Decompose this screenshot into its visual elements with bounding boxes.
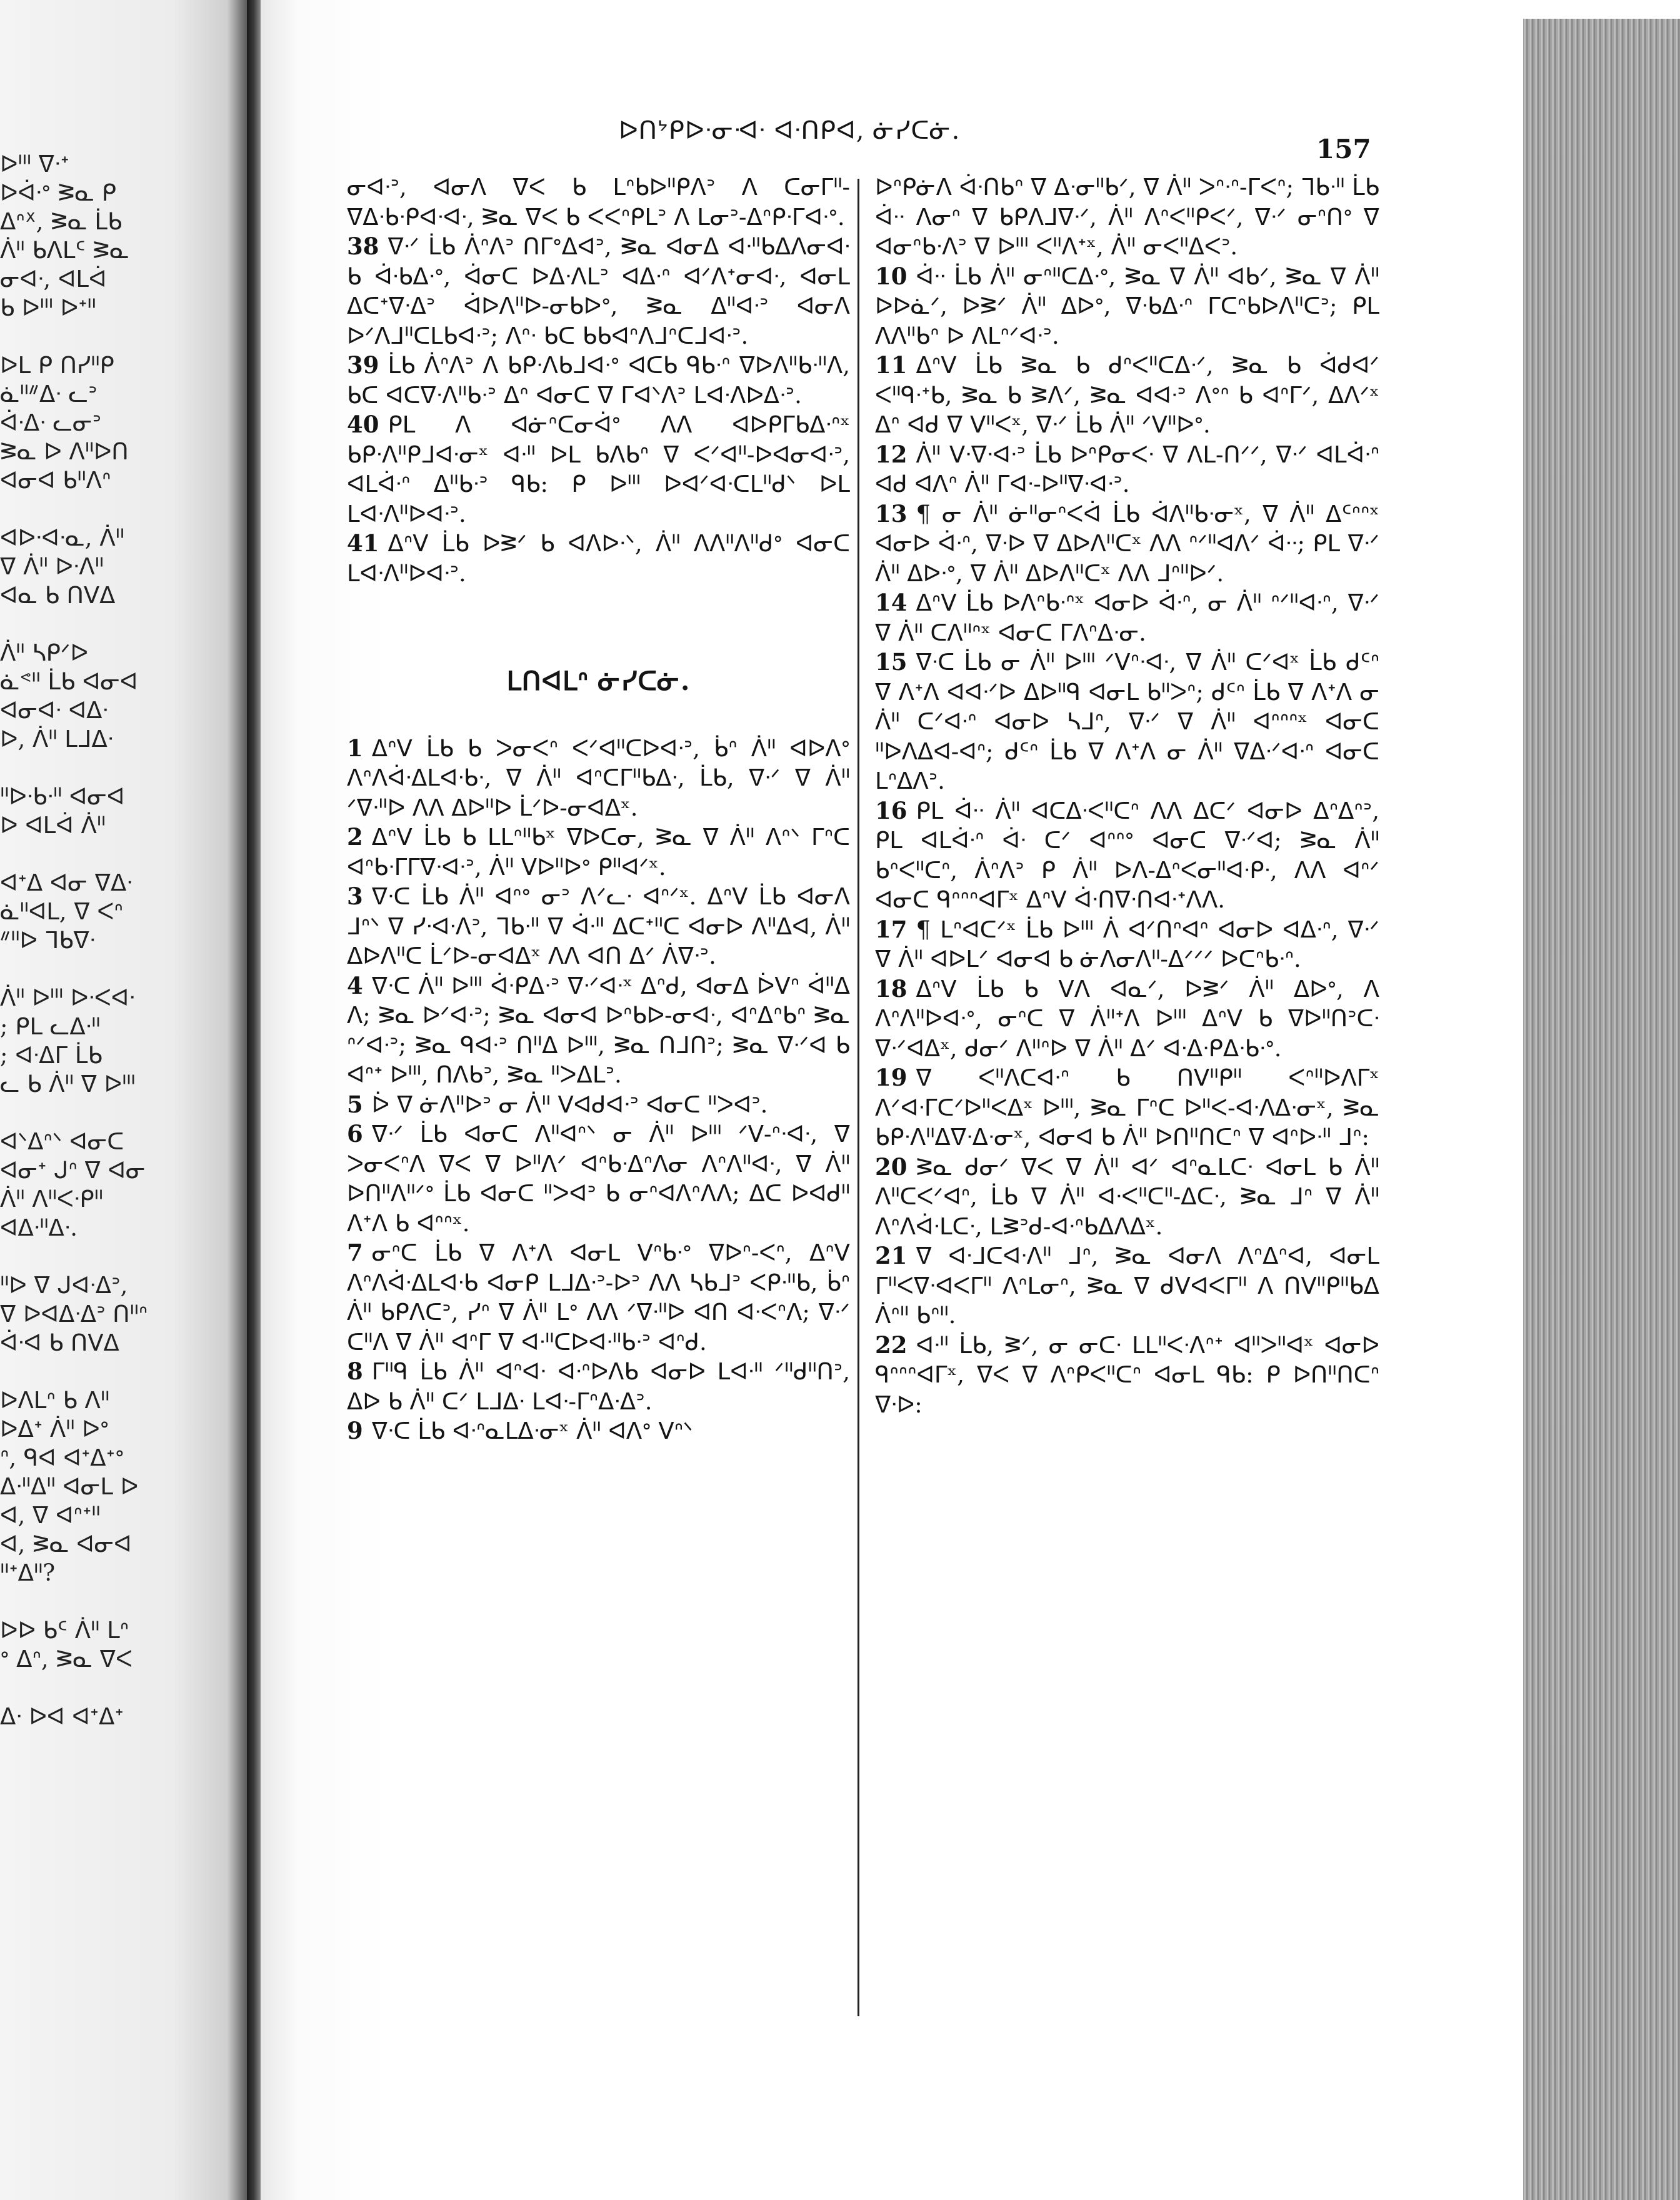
- right-column: [875, 172, 1379, 1419]
- left-page-line: ᐦᐩᐃᐦ?: [0, 1559, 56, 1586]
- verse: [875, 648, 1379, 796]
- left-page-line: ᐊᐩᐃ ᐊᓂ ᐁᐃᐧ: [0, 869, 132, 896]
- left-page-line: ᓚ ᑲ ᐲᐦ ᐁ ᐅᐦᑊ: [0, 1071, 136, 1098]
- left-page-line: ᐁ ᐲᐦ ᐅᐧᐱᐦ: [0, 553, 104, 580]
- verse-number: 20: [875, 1152, 908, 1181]
- verse: [875, 974, 1379, 1064]
- verse: [875, 351, 1379, 440]
- left-page-line: ᐅ, ᐲᐦ ᒪᒧᐃᐧ: [0, 726, 114, 752]
- verse-number: 5: [347, 1090, 363, 1118]
- chapter-heading: ᒪᑎᐊᒪᐢ ᓃᓯᑕᓃ.: [506, 666, 691, 696]
- verse-number: 14: [875, 589, 908, 616]
- verse-number: 21: [875, 1242, 908, 1269]
- verse-text: ᐁᐧᐟ ᒫᑲ ᐊᓂᑕ ᐱᐦᐊᐢᐠ ᓂ ᐲᐦ ᐅᐦᑊ ᐟᐯ-ᐢᐧᐊᐧ, ᐁ ᐳᓂᐸᐢᐱ ᐁᐸ ᐁ ᐅᐦᐱᐟ ᐊᐢᑲᐧᐃᐢᐱᓂ ᐱᐢᐱᐦᐊᐧ, ᐁ ᐲᐦ ᐅᑎᐦᐱᐦᐟᐤ ᒫᑲ ᐊᓂᑕ ᐦᐳᐊᐣ ᑲ ᓂᐢᐊᐱᐢᐱᐱ; ᐃᑕ ᐅᐊᑯᐦ ᐱᐩᐱ ᑲ ᐊᐢᐢˣ.: [347, 1121, 850, 1237]
- left-page-line: ᐊᓂᐩ ᒍᐢ ᐁ ᐊᓂ: [0, 1157, 146, 1184]
- verse-text: ᐅᐢᑭᓃᐱ ᐋᐧᑎᑲᐢ ᐁ ᐃᐧᓂᐦᑲᐟ, ᐁ ᐲᐦ ᐳᐢᐧᐢ-ᒥᐸᐢ; ᒣᑲᐧᐦ ᒫᑲ ᐋᐧᐧ ᐱᓂᐢ ᐁ ᑲᑭᐱᒧᐁᐧᐟ, ᐲᐦ ᐱᐢᐸᐦᑭᐸᐟ, ᐁᐧᐟ ᓂᐢᑎᐤ ᐁ ᐊᓂᐢᑲᐧᐱᐣ ᐁ ᐅᐦᑊ ᐸᐦᐱᐩˣ, ᐲᐦ ᓂᐸᐦᐃᐸᐣ.: [875, 174, 1379, 260]
- verse-number: 18: [875, 974, 908, 1002]
- verse: [875, 262, 1379, 351]
- verse-text: ᐁᐧᐟ ᒫᑲ ᐲᐢᐱᐣ ᑎᒥᐤᐃᐊᐣ, ᕒᓇ ᐊᓂᐃ ᐊᐧᐦᑲᐃᐱᓂᐊᐧ ᑲ ᐋᐧᑲᐃᐧᐤ, ᐋᓂᑕ ᐅᐃᐧᐱᒪᐣ ᐊᐃᐧᐢ ᐊᐟᐱᐩᓂᐊᐧ, ᐊᓂᒪ ᐃᑕᐩᐁᐧᐃᐣ ᐋᐅᐱᐦᐅ-ᓂᑲᐅᐤ, ᕒᓇ ᐃᐦᐊᐧᐣ ᐊᓂᐱ ᐅᐟᐱᒧᐦᑕᒪᑲᐊᐧᐣ; ᐱᐢᐧ ᑲᑕ ᑲᑲᐊᐢᐱᒧᐢᑕᒧᐊᐧᐣ.: [347, 233, 850, 349]
- left-page-line: ᐅᐋᐧᐤ ᕒᓇ ᑭ: [0, 179, 117, 206]
- verse-text: ᐆ ᐁ ᓃᐱᐦᐅᐣ ᓂ ᐲᐦ ᐯᐊᑯᐊᐧᐣ ᐊᓂᑕ ᐦᐳᐊᐣ.: [371, 1091, 768, 1118]
- left-page-line: ᐊᓂᐊ ᑲᐦᐱᐢ: [0, 467, 111, 494]
- verse: [347, 351, 850, 410]
- verse: [347, 822, 850, 882]
- book-gutter: [247, 0, 261, 2200]
- verse: [875, 172, 1379, 262]
- verse-text: ¶ ᒪᐢᐊᑕᐟˣ ᒫᑲ ᐅᐦᑊ ᐲ ᐊᐟᑎᐢᐊᐢ ᐊᓂᐅ ᐊᐃᐧᐢ, ᐁᐧᐟ ᐁ ᐲᐦ ᐊᐅᒪᐟ ᐊᓂᐊ ᑲ ᓃᐱᓂᐱᐦ-ᐃᐟᐟᐟ ᐅᑕᐢᑲᐧᐢ.: [875, 916, 1379, 972]
- left-page-line: ᐦᐅ ᐁ ᒍᐊᐧᐃᐣ,: [0, 1272, 128, 1299]
- verse: [875, 1331, 1379, 1420]
- verse-text: ᐃᐢᐯ ᒫᑲ ᐅᐱᐢᑲᐧᐢˣ ᐊᓂᐅ ᐋᐧᐢ, ᓂ ᐲᐦ ᐢᐟᐦᐊᐧᐢ, ᐁᐧᐟ ᐁ ᐲᐦ ᑕᐱᐦᐢˣ ᐊᓂᑕ ᒥᐱᐢᐃᐧᓂ.: [875, 589, 1379, 646]
- left-page-line: ᐅᐃᐩ ᐲᐦ ᐅᐤ: [0, 1416, 109, 1442]
- left-page-line: ᐅᐱᒪᐢ ᑲ ᐱᐦ: [0, 1387, 110, 1414]
- verse-text: ᐁᐧᑕ ᒫᑲ ᐊᐧᐢᓇᒪᐃᐧᓂˣ ᐲᐦ ᐊᐱᐤ ᐯᐢᐠ: [371, 1418, 693, 1444]
- left-page-line: ᐢ, ᑫᐊ ᐊᐩᐃᐩᐤ: [0, 1444, 124, 1471]
- left-page-line: ᐊᐅᐧᐊᐧᓇ, ᐲᐦ: [0, 524, 124, 551]
- verse-number: 1: [347, 734, 363, 762]
- verse-number: 40: [347, 411, 379, 438]
- verse-text: ᐋᐧᐧ ᒫᑲ ᐲᐦ ᓂᐢᐦᑕᐃᐧᐤ, ᕒᓇ ᐁ ᐲᐦ ᐊᑲᐟ, ᕒᓇ ᐁ ᐲᐦ ᐅᐅᓈᐟ, ᐅᕒᐟ ᐲᐦ ᐃᐅᐤ, ᐁᐧᑲᐃᐧᐢ ᒥᑕᐢᑲᐅᐱᐦᑕᐣ; ᑭᒪ ᐱᐱᐦᑲᐢ ᐅ ᐱᒪᐢᐟᐊᐧᐣ.: [875, 262, 1379, 349]
- verse-text: ᕒᓇ ᑯᓂᐟ ᐁᐸ ᐁ ᐲᐦ ᐊᐟ ᐊᐢᓇᒪᑕᐧ ᐊᓂᒪ ᑲ ᐲᐦ ᐱᐦᑕᐸᐟᐊᐢ, ᒫᑲ ᐁ ᐲᐦ ᐊᐧᐸᐦᑕᐦ-ᐃᑕᐧ, ᕒᓇ ᒧᐢ ᐁ ᐲᐦ ᐱᐢᐱᐋᐧᒪᑕᐧ, ᒪᕒᐣᑯ-ᐊᐧᐢᑲᐃᐱᐃˣ.: [875, 1153, 1379, 1240]
- verse-number: 17: [875, 915, 908, 943]
- verse-text: ᐃᐢᐯ ᒫᑲ ᐅᕒᐟ ᑲ ᐊᐱᐅᐧᐠ, ᐲᐦ ᐱᐱᐦᐱᐦᑯᐤ ᐊᓂᑕ ᒪᐊᐧᐱᐦᐅᐊᐧᐣ.: [347, 530, 850, 587]
- left-column: [347, 172, 850, 1446]
- left-page-line: ; ᐊᐧᐃᒥ ᒫᑲ: [0, 1042, 102, 1069]
- left-page-line: ᐅ ᐊᒪᐋ ᐲᐦ: [0, 812, 106, 839]
- verse: [347, 1238, 850, 1357]
- left-page-line: ᐊ, ᕒᓇ ᐊᓂᐊ: [0, 1531, 132, 1558]
- left-page-line: ᐃᐧ ᐅᐊ ᐊᐩᐃᐩ: [0, 1703, 124, 1730]
- verse-text: ᓂᐊᐧᐣ, ᐊᓂᐱ ᐁᐸ ᑲ ᒪᐢᑲᐅᐦᑭᐱᐣ ᐱ ᑕᓂᒥᐦ-ᐁᐃᐧᑲᐧᑭᐊᐧᐊᐧ, ᕒᓇ ᐁᐸ ᑲ ᐸᐸᐢᑭᒪᐣ ᐱ ᒪᓂᐣ-ᐃᐢᑭᐧᒥᐊᐧᐤ.: [347, 174, 850, 231]
- left-page-line: ᐲᐦ ᓴᑭᐟᐅ: [0, 639, 89, 666]
- verse-text: ᐁ ᐊᐧᒧᑕᐊᐧᐱᐦ ᒧᐢ, ᕒᓇ ᐊᓂᐱ ᐱᐢᐃᐢᐊ, ᐊᓂᒪ ᒥᐦᐸᐁᐧᐊᐸᒥᐦ ᐱᐢᒪᓂᐢ, ᕒᓇ ᐁ ᑯᐯᐊᐸᒥᐦ ᐱ ᑎᐯᐦᑭᐦᑲᐃ ᐲᐢᐦ ᑲᐢᐦ.: [875, 1242, 1379, 1329]
- verse: [875, 1152, 1379, 1242]
- verse: [347, 882, 850, 971]
- left-page: [0, 0, 247, 2200]
- verse-number: 16: [875, 796, 908, 824]
- verse: [347, 1090, 850, 1120]
- page-number: 157: [1316, 134, 1371, 164]
- verse-number: 38: [347, 232, 379, 260]
- left-page-line: ᐃᐢᕽ, ᕒᓇ ᒫᑲ: [0, 208, 122, 235]
- verse-text: ᐊᐧᐦ ᒫᑲ, ᕒᐟ, ᓂ ᓂᑕᐧ ᒪᒪᐦᐸᐧᐱᐢᐩ ᐊᐦᐳᐦᐊˣ ᐊᓂᐅ ᑫᐢᐢᐢᐊᒥˣ, ᐁᐸ ᐁ ᐱᐢᑭᐸᐦᑕᐢ ᐊᓂᒪ ᑫᑲ: ᑭ ᐅᑎᐦᑎᑕᐢ ᐁᐧᐅ:: [875, 1331, 1379, 1418]
- left-page-line: ᐋᐧᐃᐧ ᓚᓂᐣ: [0, 409, 102, 436]
- verse-number: 7: [347, 1239, 363, 1266]
- left-page-line: ᐅᐅ ᑲᑦ ᐲᐦ ᒪᐢ: [0, 1617, 129, 1644]
- verses-after-heading: [347, 734, 850, 1446]
- verse-number: 4: [347, 971, 363, 999]
- verse-text: ᐃᐢᐯ ᒫᑲ ᑲ ᒪᒪᐢᐦᑲˣ ᐁᐅᑕᓂ, ᕒᓇ ᐁ ᐲᐦ ᐱᐢᐠ ᒥᐢᑕ ᐊᐢᑲᐧᒥᒥᐁᐧᐊᐧᐣ, ᐲᐦ ᐯᐅᐦᐅᐤ ᑭᐦᐊᐟˣ.: [347, 824, 850, 881]
- left-page-line: ᐤ ᐃᐢ, ᕒᓇ ᐁᐸ: [0, 1646, 132, 1672]
- verse-text: ᐁᐧᑕ ᐲᐦ ᐅᐦᑊ ᐋᐧᑭᐃᐧᐣ ᐁᐧᐟᐊᐧˣ ᐃᐢᑯ, ᐊᓂᐃ ᐆᐯᐢ ᐋᐦᐃ ᐱ; ᕒᓇ ᐅᐟᐊᐧᐣ; ᕒᓇ ᐊᓂᐊ ᐅᐢᑲᐅ-ᓂᐊᐧ, ᐊᐢᐃᐢᑲᐢ ᕒᓇ ᐢᐟᐊᐧᐣ; ᕒᓇ ᑫᐊᐧᐣ ᑎᐦᐃ ᐅᐦᑊ, ᕒᓇ ᑎᒧᑎᐣ; ᕒᓇ ᐁᐧᐟᐊ ᑲ ᐊᐢᐩ ᐅᐦᑊ, ᑎᐱᑲᐣ, ᕒᓇ ᐦᐳᐃᒪᐣ.: [347, 972, 850, 1088]
- verse: [347, 1357, 850, 1416]
- verse-number: 39: [347, 351, 379, 379]
- verse: [347, 529, 850, 588]
- verse: [347, 1416, 850, 1446]
- left-page-line: ᐃᐧᐦᐃᐦ ᐊᓂᒪ ᐅ: [0, 1473, 139, 1500]
- verse: [347, 971, 850, 1090]
- verse-number: 13: [875, 499, 908, 528]
- verse: [875, 915, 1379, 974]
- verse-number: 11: [875, 351, 908, 379]
- verse-number: 22: [875, 1331, 908, 1359]
- left-page-line: ᐁ ᐅᐊᐃᐧᐃᐣ ᑎᐦᐢ: [0, 1301, 148, 1328]
- verse: [347, 410, 850, 529]
- verse-text: ᒥᐦᑫ ᒫᑲ ᐲᐦ ᐊᐢᐊᐧ ᐊᐧᐢᐅᐱᑲ ᐊᓂᐅ ᒪᐊᐧᐦ ᐟᐦᑯᐦᑎᐣ, ᐃᐅ ᑲ ᐲᐦ ᑕᐟ ᒪᒧᐃᐧ ᒪᐊᐧ-ᒥᐢᐃᐧᐃᐣ.: [347, 1358, 850, 1415]
- verse-text: ᐁ ᐸᐦᐱᑕᐊᐧᐢ ᑲ ᑎᐯᐦᑭᐦ ᐸᐢᐦᐅᐱᒥˣ ᐱᐟᐊᐧᒥᑕᐟᐅᐦᐸᐃˣ ᐅᐦᑊ, ᕒᓇ ᒥᐢᑕ ᐅᐦᐸ-ᐊᐧᐱᐃᐧᓂˣ, ᕒᓇ ᑲᑭᐧᐱᐦᐃᐁᐧᐃᐧᓂˣ, ᐊᓂᐊ ᑲ ᐲᐦ ᐅᑎᐦᑎᑕᐢ ᐁ ᐊᐢᐅᐧᐦ ᒧᐢ:: [875, 1064, 1379, 1151]
- verse-number: 41: [347, 529, 379, 557]
- left-page-line: ᐲᐦ ᐅᐦᑊ ᐅᐧᐸᐊᐧ: [0, 984, 135, 1011]
- verse-number: 12: [875, 440, 908, 468]
- left-page-line: ᐊᐃᐧᐦᐃᐧ.: [0, 1214, 78, 1241]
- verse: [875, 440, 1379, 499]
- verse-text: ᐃᐢᐯ ᒫᑲ ᕒᓇ ᑲ ᑯᐢᐸᐦᑕᐃᐧᐟ, ᕒᓇ ᑲ ᐋᑯᐊᐟ ᐸᐦᑫᐧᐩᑲ, ᕒᓇ ᑲ ᕒᐱᐟ, ᕒᓇ ᐊᐊᐧᐣ ᐱᐤᐢ ᑲ ᐊᐢᒥᐟ, ᐃᐱᐟˣ ᐃᐢ ᐊᑯ ᐁ ᐯᐦᐸˣ, ᐁᐧᐟ ᒫᑲ ᐲᐦ ᐟᐯᐦᐅᐤ.: [875, 352, 1379, 438]
- verse-number: 19: [875, 1064, 908, 1091]
- right-column-verses: [875, 172, 1379, 1419]
- verse-number: 6: [347, 1120, 363, 1148]
- left-page-line: ᑲ ᐅᐦᑊ ᐅᐩᐦ: [0, 294, 96, 321]
- left-page-line: ᐥᐦᐅ ᒣᑲᐁᐧ: [0, 927, 96, 954]
- left-page-line: ᐊᐠᐃᐢᐠ ᐊᓂᑕ: [0, 1128, 124, 1155]
- verse-text: ᐁᐧᑕ ᒫᑲ ᓂ ᐲᐦ ᐅᐦᑊ ᐟᐯᐢᐧᐊᐧ, ᐁ ᐲᐦ ᑕᐟᐊˣ ᒫᑲ ᑯᑦᐢ ᐁ ᐱᐩᐱ ᐊᐊᐧᐟᐅ ᐃᐅᐦᑫ ᐊᓂᒪ ᑲᐦᐳᐢ; ᑯᑦᐢ ᒫᑲ ᐁ ᐱᐩᐱ ᓂ ᐲᐦ ᑕᐟᐊᐧᐢ ᐊᓂᐅ ᓴᒧᐢ, ᐁᐧᐟ ᐁ ᐲᐦ ᐊᐢᐢᐢˣ ᐊᓂᑕ ᐦᐅᐱᐃᐊ-ᐊᐢ; ᑯᑦᐢ ᒫᑲ ᐁ ᐱᐩᐱ ᓂ ᐲᐦ ᐁᐃᐧᐟᐊᐧᐢ ᐊᓂᑕ ᒪᐢᐃᐱᐣ.: [875, 649, 1379, 794]
- left-page-line: ᐊᓇ ᑲ ᑎᐯᐃ: [0, 582, 116, 609]
- left-page-line: ᐊᓂᐊᐧ ᐊᐃᐧ: [0, 697, 108, 724]
- left-page-line: ᓈᕝᐦ ᒫᑲ ᐊᓂᐊ: [0, 668, 138, 695]
- running-head: ᐅᑎᔾᑭᐅᐧᓂᐗᐧ ᐊᐧᑎᑭᐊ, ᓃᓯᑕᓃ.: [619, 116, 961, 145]
- left-page-line: ᐅᒪ ᑭ ᑎᓯᐦᑭ: [0, 352, 114, 379]
- verse-number: 10: [875, 262, 908, 290]
- verse-text: ¶ ᓂ ᐲᐦ ᓃᐦᓂᐢᐸᐋ ᒫᑲ ᐋᐱᐦᑲᐧᓂˣ, ᐁ ᐲᐦ ᐃᑦᐢᐢˣ ᐊᓂᐅ ᐋᐧᐢ, ᐁᐧᐅ ᐁ ᐃᐅᐱᐦᑕˣ ᐱᐱ ᐢᐟᐦᐊᐱᐟ ᐋᐧᐧ; ᑭᒪ ᐁᐧᐟ ᐲᐦ ᐃᐅᐧᐤ, ᐁ ᐲᐦ ᐃᐅᐱᐦᑕˣ ᐱᐱ ᒧᐢᐦᐅᐟ.: [875, 500, 1379, 587]
- verse-text: ᐃᐢᐯ ᒫᑲ ᑲ ᐯᐱ ᐊᓇᐟ, ᐅᕒᐟ ᐲᐦ ᐃᐅᐤ, ᐱ ᐱᐢᐱᐦᐅᐊᐧᐤ, ᓂᐢᑕ ᐁ ᐲᐦᐩᐱ ᐅᐦᑊ ᐃᐢᐯ ᑲ ᐁᐅᐦᑎᐣᑕᐧ ᐁᐧᐟᐊᐃˣ, ᑯᓂᐟ ᐱᐦᐢᐅ ᐁ ᐲᐦ ᐃᐟ ᐊᐧᐃᐧᑭᐃᐧᑲᐧᐤ.: [875, 975, 1379, 1062]
- left-page-line: ᐋᐧᐊ ᑲ ᑎᐯᐃ: [0, 1329, 119, 1356]
- verse: [875, 588, 1379, 648]
- verse-text: ᐃᐢᐯ ᒫᑲ ᑲ ᐳᓂᐸᐢ ᐸᐟᐊᐦᑕᐅᐊᐧᐣ, ᑳᐢ ᐲᐦ ᐊᐅᐱᐤ ᐱᐢᐱᐋᐧᐃᒪᐊᐧᑲᐧ, ᐁ ᐲᐦ ᐊᐢᑕᒥᐦᑲᐃᐧ, ᒫᑲ, ᐁᐧᐟ ᐁ ᐲᐦ ᐟᐁᐧᐦᐅ ᐱᐱ ᐃᐅᐦᐅ ᒫᐟᐅ-ᓂᐊᐃˣ.: [347, 734, 850, 821]
- page-edge-top: [1523, 0, 1680, 19]
- left-page-line: ᕒᓇ ᐅ ᐱᐦᐅᑎ: [0, 438, 129, 465]
- left-page-line: ᐲᐦ ᑲᐱᒪᑦ ᕒᓇ: [0, 237, 129, 264]
- verse-number: 2: [347, 823, 363, 851]
- left-page-line: ᐲᐦ ᐱᐦᐸᐧᑭᐦ: [0, 1186, 103, 1212]
- verse-text: ᐲᐦ ᐯᐧᐁᐧᐊᐧᐣ ᒫᑲ ᐅᐢᑭᓂᐸᐧ ᐁ ᐱᒪ-ᑎᐟᐟ, ᐁᐧᐟ ᐊᒪᐋᐧᐢ ᐊᑯ ᐊᐱᐢ ᐲᐦ ᒥᐊᐧ-ᐅᐦᐁᐧᐊᐧᐣ.: [875, 441, 1379, 498]
- left-page-line: ; ᑭᒪ ᓚᐃᐧᐦ: [0, 1013, 101, 1040]
- column-divider: [858, 179, 859, 2016]
- verse-text: ᐁᐧᑕ ᒫᑲ ᐲᐦ ᐊᐢᐤ ᓂᐣ ᐱᐟᓚᐧ ᐊᐢᐟˣ. ᐃᐢᐯ ᒫᑲ ᐊᓂᐱ ᒧᐢᐠ ᐁ ᓯᐧᐊᐧᐱᐣ, ᒣᑲᐧᐦ ᐁ ᐋᐧᐦ ᐃᑕᐩᐦᑕ ᐊᓂᐅ ᐱᐦᐃᐊ, ᐲᐦ ᐃᐅᐱᐦᑕ ᒫᐟᐅ-ᓂᐊᐃˣ ᐱᐱ ᐊᑎ ᐃᐟ ᐲᐁᐧᐣ.: [347, 883, 850, 969]
- left-page-line: ᓈᐦᐊᒪ, ᐁ ᐸᐢ: [0, 898, 123, 925]
- left-page-line: ᓂᐊᐧ, ᐊᒪᐋ: [0, 266, 107, 292]
- verse: [347, 1119, 850, 1238]
- verse: [347, 734, 850, 823]
- verses-before-heading: [347, 172, 850, 588]
- verse: [347, 172, 850, 232]
- page-edges: [1523, 19, 1680, 2200]
- verse: [875, 499, 1379, 589]
- verse-text: ᓂᐢᑕ ᒫᑲ ᐁ ᐱᐩᐱ ᐊᓂᒪ ᐯᐢᑲᐧᐤ ᐁᐅᐢ-ᐸᐢ, ᐃᐢᐯ ᐱᐢᐱᐋᐧᐃᒪᐊᐧᑲ ᐊᓂᑭ ᒪᒧᐃᐧᐣ-ᐅᐣ ᐱᐱ ᓴᑲᒧᐣ ᐸᑭᐧᐦᑲ, ᑳᐢ ᐲᐦ ᑲᑭᐱᑕᐣ, ᓯᐢ ᐁ ᐲᐦ ᒪᐤ ᐱᐱ ᐟᐁᐧᐦᐅ ᐊᑎ ᐊᐧᐸᐢᐱ; ᐁᐧᐟ ᑕᐦᐱ ᐁ ᐲᐦ ᐊᐢᒥ ᐁ ᐊᐧᐦᑕᐅᐊᐧᐦᑲᐧᐣ ᐊᐢᑯ.: [347, 1239, 850, 1356]
- verse: [875, 1063, 1379, 1152]
- verse-text: ᑭᒪ ᐋᐧᐧ ᐲᐦ ᐊᑕᐃᐧᐸᐦᑕᐢ ᐱᐱ ᐃᑕᐟ ᐊᓂᐅ ᐃᐢᐃᐢᐣ, ᑭᒪ ᐊᒪᐋᐧᐢ ᐋᐧ ᑕᐟ ᐊᐢᐢᐤ ᐊᓂᑕ ᐁᐧᐟᐊ; ᕒᓇ ᐲᐦ ᑲᐢᐸᐦᑕᐢ, ᐲᐢᐱᐣ ᑭ ᐲᐦ ᐅᐱ-ᐃᐢᐸᓂᐦᐊᐧᑭᐧ, ᐱᐱ ᐊᐢᐟ ᐊᓂᑕ ᑫᐢᐢᐢᐊᒥˣ ᐃᐢᐯ ᐋᐧᑎᐁᐧᑎᐊᐧᐩᐱᐱ.: [875, 797, 1379, 913]
- verse-number: 3: [347, 882, 363, 910]
- verse-text: ᑭᒪ ᐱ ᐊᓃᐢᑕᓂᐋᐤ ᐱᐱ ᐊᐅᑭᒥᑲᐃᐧᐢˣ ᑲᑭᐧᐱᐦᑭᒧᐊᐧᓂˣ ᐊᐧᐦ ᐅᒪ ᑲᐱᑲᐢ ᐁ ᐸᐟᐊᐦ-ᐅᐊᓂᐊᐧᐣ, ᐊᒪᐋᐧᐢ ᐃᐦᑲᐧᐣ ᑫᑲ: ᑭ ᐅᐦᑊ ᐅᐊᐟᐊᐧᑕᒪᐦᑯᐠ ᐅᒪ ᒪᐊᐧᐱᐦᐅᐊᐧᐣ.: [347, 411, 850, 528]
- left-page-line: ᐦᐅᐧᑲᐧᐦ ᐊᓂᐊ: [0, 783, 125, 810]
- left-page-line: ᐅᐦᑊ ᐁᐧᐩ: [0, 151, 69, 178]
- left-page-line: ᐊ, ᐁ ᐊᐢᐩᐦ: [0, 1502, 101, 1529]
- verse-number: 15: [875, 648, 908, 676]
- left-page-line: ᓈᐦᐥᐃᐧ ᓚᐣ: [0, 381, 98, 408]
- verse: [347, 232, 850, 351]
- verse-text: ᒫᑲ ᐲᐢᐱᐣ ᐱ ᑲᑭᐧᐱᑲᒧᐊᐧᐤ ᐊᑕᑲ ᑫᑲᐧᐢ ᐁᐅᐱᐦᑲᐧᐦᐱ, ᑲᑕ ᐊᑕᐁᐧᐱᐦᑲᐧᐣ ᐃᐢ ᐊᓂᑕ ᐁ ᒥᐊᐠᐱᐣ ᒪᐊᐧᐱᐅᐃᐧᐣ.: [347, 352, 850, 409]
- verse: [875, 796, 1379, 915]
- verse: [875, 1241, 1379, 1331]
- verse-number: 9: [347, 1417, 363, 1444]
- verse-number: 8: [347, 1358, 363, 1385]
